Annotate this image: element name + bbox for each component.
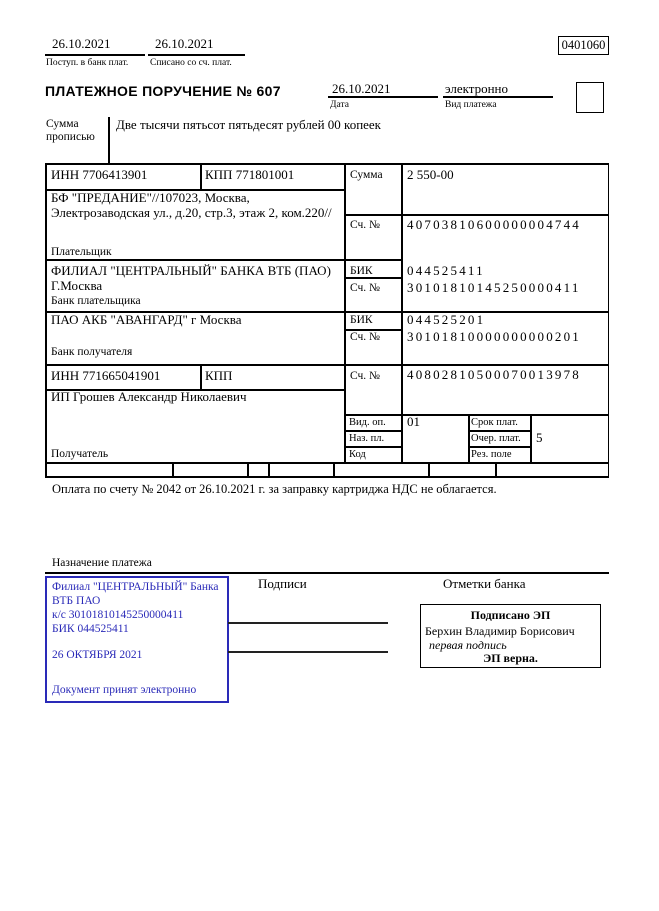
received-underline (45, 54, 145, 56)
payee-name: ИП Грошев Александр Николаевич (51, 389, 247, 404)
table-border (45, 462, 609, 464)
stamp-corr-account: к/с 30101810145250000411 (52, 609, 184, 621)
form-code: 0401060 (561, 38, 606, 52)
stamp-bank-name-line1: Филиал "ЦЕНТРАЛЬНЫЙ" Банка (52, 581, 219, 593)
sum-label: Сумма (350, 169, 383, 181)
received-label: Поступ. в банк плат. (46, 58, 129, 68)
kind-underline (443, 96, 553, 98)
payee-kpp: КПП (205, 368, 233, 383)
table-border (333, 462, 335, 477)
table-border (200, 364, 202, 390)
stamp-bank-name-line2: ВТБ ПАО (52, 595, 101, 607)
payer-account-label: Сч. № (350, 219, 381, 231)
payer-kpp: КПП 771801001 (205, 167, 295, 182)
payer-name: БФ "ПРЕДАНИЕ"//107023, Москва, Электрозаводская ул., д.20, стр.3, этаж 2, ком.220// (51, 190, 332, 220)
bank-marks-heading: Отметки банка (443, 576, 526, 591)
table-border (172, 462, 174, 477)
payee-bank-role-label: Банк получателя (51, 346, 133, 358)
table-border (608, 163, 610, 477)
reserve-label: Рез. поле (471, 449, 512, 460)
debited-date: 26.10.2021 (155, 36, 214, 51)
payee-bank-bik-value: 044525201 (407, 312, 486, 327)
signatures-heading: Подписи (258, 576, 307, 591)
payee-bank-name: ПАО АКБ "АВАНГАРД" г Москва (51, 312, 242, 327)
esign-title: Подписано ЭП (470, 608, 551, 622)
priority-value: 5 (536, 430, 543, 445)
payee-bank-bik-label: БИК (350, 314, 373, 326)
payee-account-label: Сч. № (350, 370, 381, 382)
signature-line (228, 651, 388, 653)
esign-verified: ЭП верна. (483, 651, 538, 665)
date-label: Дата (330, 100, 349, 110)
payment-kind: электронно (445, 81, 509, 96)
table-border (428, 462, 430, 477)
priority-label: Очер. плат. (471, 433, 521, 444)
table-border (344, 414, 609, 416)
signature-type: первая подпись (429, 638, 507, 652)
due-date-label: Срок плат. (471, 417, 518, 428)
payee-role-label: Получатель (51, 448, 109, 460)
payee-bank-account-value: 30101810000000000201 (407, 329, 581, 344)
payer-account-value: 40703810600000004744 (407, 217, 581, 232)
table-border (344, 163, 346, 463)
purpose-label: Назначение платежа (52, 557, 152, 569)
table-border (45, 364, 609, 366)
stamp-bik: БИК 044525411 (52, 623, 129, 635)
payer-bank-name: ФИЛИАЛ "ЦЕНТРАЛЬНЫЙ" БАНКА ВТБ (ПАО) Г.Москва (51, 263, 331, 293)
table-border (468, 430, 531, 432)
payer-bank-account-value: 30101810145250000411 (407, 280, 581, 295)
table-border (200, 163, 202, 190)
payer-bank-role-label: Банк плательщика (51, 295, 141, 307)
table-border (268, 462, 270, 477)
debited-underline (148, 54, 245, 56)
amount-words-divider (108, 117, 110, 163)
debited-label: Списано со сч. плат. (150, 58, 232, 68)
table-border (45, 476, 609, 478)
signature-line (228, 622, 388, 624)
purpose-code-label: Наз. пл. (349, 433, 385, 444)
payer-bank-bik-label: БИК (350, 265, 373, 277)
table-border (45, 163, 609, 165)
amount-words-label: Сумма прописью (46, 118, 95, 144)
table-border (344, 214, 609, 216)
table-border (468, 446, 531, 448)
table-border (401, 163, 403, 463)
table-border (45, 163, 47, 477)
op-kind-value: 01 (407, 414, 420, 429)
sum-value: 2 550-00 (407, 167, 454, 182)
table-border (344, 430, 402, 432)
payee-inn: ИНН 771665041901 (51, 368, 161, 383)
payer-bank-bik-value: 044525411 (407, 263, 485, 278)
signer-name: Берхин Владимир Борисович (425, 624, 575, 638)
stamp-date: 26 ОКТЯБРЯ 2021 (52, 649, 143, 661)
payer-inn: ИНН 7706413901 (51, 167, 148, 182)
date-underline (328, 96, 438, 98)
form-code-box (558, 36, 609, 55)
amount-words-value: Две тысячи пятьсот пятьдесят рублей 00 копеек (116, 117, 382, 132)
document-date: 26.10.2021 (332, 81, 391, 96)
payer-bank-account-label: Сч. № (350, 282, 381, 294)
received-date: 26.10.2021 (52, 36, 111, 51)
op-kind-label: Вид. оп. (349, 417, 386, 428)
bank-stamp (45, 576, 229, 703)
stamp-accepted-note: Документ принят электронно (52, 684, 197, 696)
table-border (344, 446, 402, 448)
purpose-underline (45, 572, 609, 574)
table-border (495, 462, 497, 477)
table-border (530, 414, 532, 463)
table-border (468, 414, 470, 463)
bank-marks-box (420, 604, 601, 668)
table-border (247, 462, 249, 477)
kind-label: Вид платежа (445, 100, 497, 110)
code-label: Код (349, 449, 366, 460)
status-checkbox (576, 82, 604, 113)
table-border (45, 259, 402, 261)
payee-account-value: 40802810500070013978 (407, 367, 581, 382)
document-title: ПЛАТЕЖНОЕ ПОРУЧЕНИЕ № 607 (45, 83, 281, 99)
payee-bank-account-label: Сч. № (350, 331, 381, 343)
purpose-text: Оплата по счету № 2042 от 26.10.2021 г. за заправку картриджа НДС не облагается. (52, 482, 497, 496)
payer-role-label: Плательщик (51, 246, 112, 258)
